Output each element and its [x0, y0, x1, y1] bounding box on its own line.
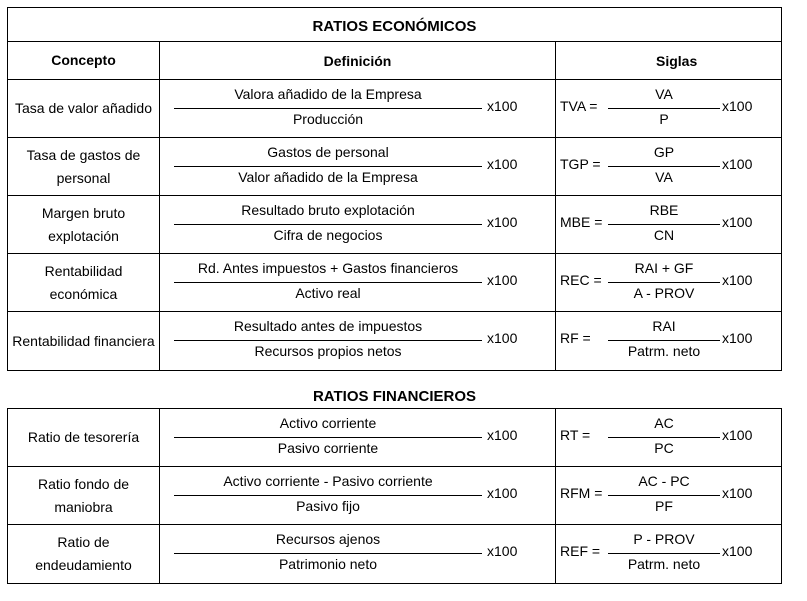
definition-multiplier: x100	[487, 427, 518, 443]
acronym-numerator: RAI + GF	[634, 260, 694, 276]
definition-denominator: Activo real	[295, 285, 361, 301]
definition-numerator: Activo corriente - Pasivo corriente	[223, 473, 433, 489]
fraction-bar	[608, 166, 720, 167]
header-acronyms: Siglas	[656, 52, 698, 69]
definition-multiplier: x100	[487, 98, 518, 114]
definition-fraction	[174, 138, 482, 195]
economic-ratios-table	[7, 7, 782, 371]
definition-cell	[160, 312, 556, 370]
table-row	[8, 312, 781, 370]
definition-multiplier: x100	[487, 543, 518, 559]
definition-denominator: Pasivo corriente	[277, 440, 379, 456]
definition-fraction	[174, 467, 482, 524]
definition-multiplier: x100	[487, 330, 518, 346]
fraction-bar	[608, 553, 720, 554]
definition-numerator: Gastos de personal	[267, 144, 389, 160]
fraction-bar	[174, 553, 482, 554]
definition-numerator: Recursos ajenos	[275, 531, 381, 547]
acronym-numerator: AC	[654, 415, 674, 431]
acronym-denominator: PF	[655, 498, 673, 514]
definition-fraction	[174, 80, 482, 137]
acronym-label: TVA =	[560, 98, 598, 114]
acronym-numerator: GP	[653, 144, 675, 160]
acronym-denominator: CN	[653, 227, 675, 243]
acronym-fraction	[608, 409, 720, 466]
table-row	[8, 196, 781, 254]
acronym-numerator: AC - PC	[638, 473, 690, 489]
fraction-bar	[174, 166, 482, 167]
definition-numerator: Resultado bruto explotación	[241, 202, 415, 218]
table-row	[8, 254, 781, 312]
definition-cell	[160, 138, 556, 195]
concept-cell: Ratio de endeudamiento	[8, 525, 160, 583]
acronym-label: REF =	[560, 543, 601, 559]
acronym-label: RF =	[560, 330, 591, 346]
acronym-fraction	[608, 254, 720, 311]
fraction-bar	[174, 437, 482, 438]
acronym-label: RFM =	[560, 485, 603, 501]
acronym-denominator: P	[659, 111, 669, 127]
fraction-bar	[174, 282, 482, 283]
concept-cell: Rentabilidad económica	[8, 254, 160, 311]
acronym-multiplier: x100	[722, 485, 753, 501]
acronym-multiplier: x100	[722, 272, 753, 288]
acronym-multiplier: x100	[722, 543, 753, 559]
acronym-label: TGP =	[560, 156, 601, 172]
acronym-numerator: VA	[655, 86, 673, 102]
acronym-fraction	[608, 80, 720, 137]
fraction-bar	[608, 224, 720, 225]
definition-denominator: Valor añadido de la Empresa	[238, 169, 418, 185]
definition-multiplier: x100	[487, 156, 518, 172]
definition-fraction	[174, 196, 482, 253]
fraction-bar	[608, 495, 720, 496]
definition-cell	[160, 254, 556, 311]
table-row	[8, 467, 781, 525]
concept-cell: Tasa de valor añadido	[8, 80, 160, 137]
acronym-label: REC =	[560, 272, 602, 288]
acronym-cell	[556, 525, 781, 583]
financial-ratios-table	[7, 408, 782, 584]
acronym-cell	[556, 254, 781, 311]
fraction-bar	[608, 282, 720, 283]
acronym-fraction	[608, 196, 720, 253]
definition-denominator: Patrimonio neto	[278, 556, 378, 572]
definition-multiplier: x100	[487, 214, 518, 230]
fraction-bar	[174, 340, 482, 341]
definition-denominator: Cifra de negocios	[273, 227, 383, 243]
table-row	[8, 138, 781, 196]
fraction-bar	[174, 495, 482, 496]
header-definition: Definición	[160, 42, 556, 79]
fraction-bar	[174, 224, 482, 225]
acronym-denominator: PC	[654, 440, 674, 456]
definition-multiplier: x100	[487, 272, 518, 288]
definition-fraction	[174, 525, 482, 583]
acronym-cell	[556, 312, 781, 370]
acronym-cell	[556, 196, 781, 253]
acronym-cell	[556, 80, 781, 137]
definition-fraction	[174, 409, 482, 466]
definition-fraction	[174, 254, 482, 311]
definition-numerator: Activo corriente	[279, 415, 377, 431]
acronym-label: MBE =	[560, 214, 603, 230]
acronym-multiplier: x100	[722, 330, 753, 346]
acronym-multiplier: x100	[722, 427, 753, 443]
concept-cell: Rentabilidad financiera	[8, 312, 160, 370]
acronym-multiplier: x100	[722, 98, 753, 114]
table-row	[8, 409, 781, 467]
definition-cell	[160, 525, 556, 583]
definition-numerator: Rd. Antes impuestos + Gastos financieros	[197, 260, 459, 276]
financial-ratios-title: RATIOS FINANCIEROS	[312, 388, 477, 405]
acronym-denominator: Patrm. neto	[627, 343, 701, 359]
definition-denominator: Pasivo fijo	[296, 498, 360, 514]
concept-cell: Tasa de gastos de personal	[8, 138, 160, 195]
fraction-bar	[174, 108, 482, 109]
acronym-multiplier: x100	[722, 214, 753, 230]
definition-fraction	[174, 312, 482, 370]
definition-cell	[160, 196, 556, 253]
acronym-numerator: P - PROV	[633, 531, 695, 547]
concept-cell: Ratio fondo de maniobra	[8, 467, 160, 524]
fraction-bar	[608, 437, 720, 438]
acronym-fraction	[608, 467, 720, 524]
concept-cell: Margen bruto explotación	[8, 196, 160, 253]
acronym-numerator: RBE	[649, 202, 679, 218]
acronym-cell	[556, 467, 781, 524]
definition-numerator: Valora añadido de la Empresa	[234, 86, 422, 102]
definition-denominator: Producción	[292, 111, 364, 127]
economic-ratios-title: RATIOS ECONÓMICOS	[8, 8, 781, 42]
fraction-bar	[608, 108, 720, 109]
definition-numerator: Resultado antes de impuestos	[233, 318, 423, 334]
definition-cell	[160, 80, 556, 137]
acronym-fraction	[608, 525, 720, 583]
acronym-numerator: RAI	[652, 318, 676, 334]
table-row	[8, 80, 781, 138]
fraction-bar	[608, 340, 720, 341]
acronym-denominator: Patrm. neto	[627, 556, 701, 572]
table-header-row	[8, 42, 781, 80]
header-concept: Concepto	[8, 42, 160, 79]
acronym-fraction	[608, 138, 720, 195]
acronym-multiplier: x100	[722, 156, 753, 172]
acronym-denominator: A - PROV	[633, 285, 695, 301]
definition-cell	[160, 409, 556, 466]
acronym-cell	[556, 409, 781, 466]
concept-cell: Ratio de tesorería	[8, 409, 160, 466]
acronym-label: RT =	[560, 427, 591, 443]
definition-multiplier: x100	[487, 485, 518, 501]
definition-denominator: Recursos propios netos	[254, 343, 402, 359]
table-row	[8, 525, 781, 583]
acronym-fraction	[608, 312, 720, 370]
acronym-cell	[556, 138, 781, 195]
definition-cell	[160, 467, 556, 524]
acronym-denominator: VA	[655, 169, 673, 185]
